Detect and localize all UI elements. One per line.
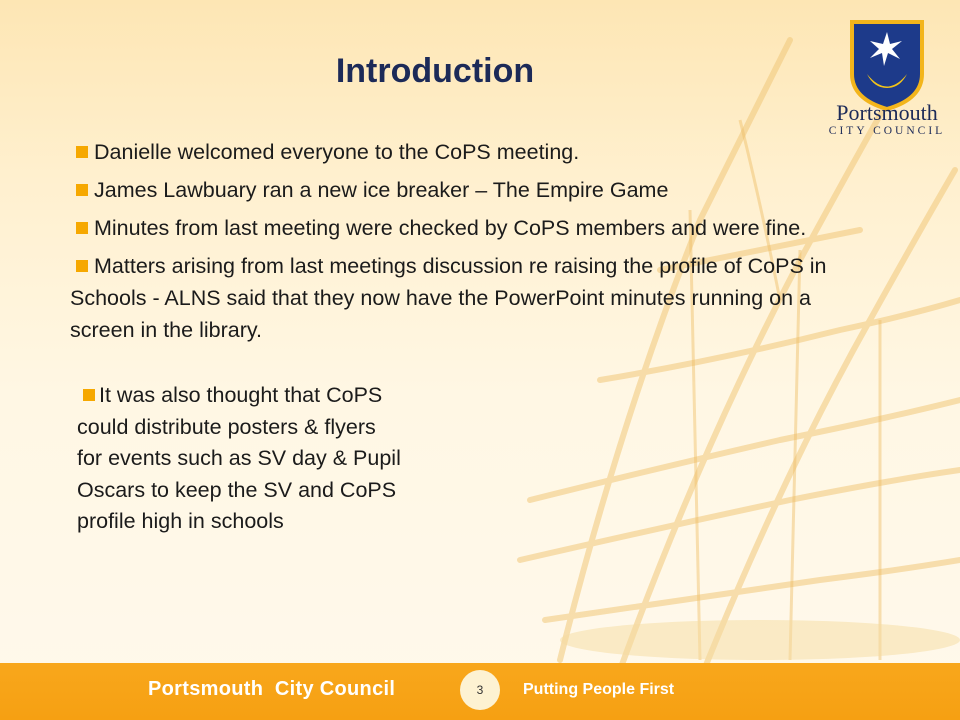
sub-bullet-line bbox=[77, 380, 517, 412]
sub-bullet-line: could distribute posters & flyers bbox=[77, 414, 376, 439]
footer-bar bbox=[0, 663, 960, 720]
bullet-item bbox=[70, 136, 880, 168]
logo-subtitle: CITY COUNCIL bbox=[828, 125, 946, 137]
footer-tagline: Putting People First bbox=[523, 681, 675, 698]
sub-bullet-line: Oscars to keep the SV and CoPS bbox=[77, 477, 397, 502]
bullet-text: James Lawbuary ran a new ice breaker – The Empire Game bbox=[94, 178, 669, 202]
bullet-marker-icon bbox=[76, 260, 88, 272]
page-number-badge: 3 bbox=[460, 670, 500, 710]
bullet-marker-icon bbox=[76, 222, 88, 234]
bullet-text: Matters arising from last meetings discussion re raising the profile of CoPS in Schools - ALNS said that they now have the PowerPoint minutes running on a screen in the library. bbox=[70, 254, 827, 342]
bullet-marker-icon bbox=[76, 146, 88, 158]
bullet-item bbox=[70, 174, 880, 206]
bullet-item bbox=[70, 212, 880, 244]
bullet-text: Minutes from last meeting were checked by CoPS members and were fine. bbox=[94, 216, 807, 240]
footer-organisation: Portsmouth City Council bbox=[148, 678, 396, 700]
sub-bullet-text: It was also thought that CoPS bbox=[99, 383, 383, 407]
slide-title: Introduction bbox=[335, 52, 535, 90]
bullet-list bbox=[70, 136, 880, 352]
sub-bullet-line: for events such as SV day & Pupil bbox=[77, 446, 401, 470]
bullet-text: Danielle welcomed everyone to the CoPS meeting. bbox=[94, 140, 580, 164]
bullet-item bbox=[70, 250, 880, 346]
bullet-marker-icon bbox=[76, 184, 88, 196]
sub-bullet bbox=[77, 380, 517, 538]
bullet-marker-icon bbox=[83, 389, 95, 401]
logo-wordmark: Portsmouth bbox=[836, 100, 938, 125]
sub-bullet-line: profile high in schools bbox=[77, 509, 284, 533]
